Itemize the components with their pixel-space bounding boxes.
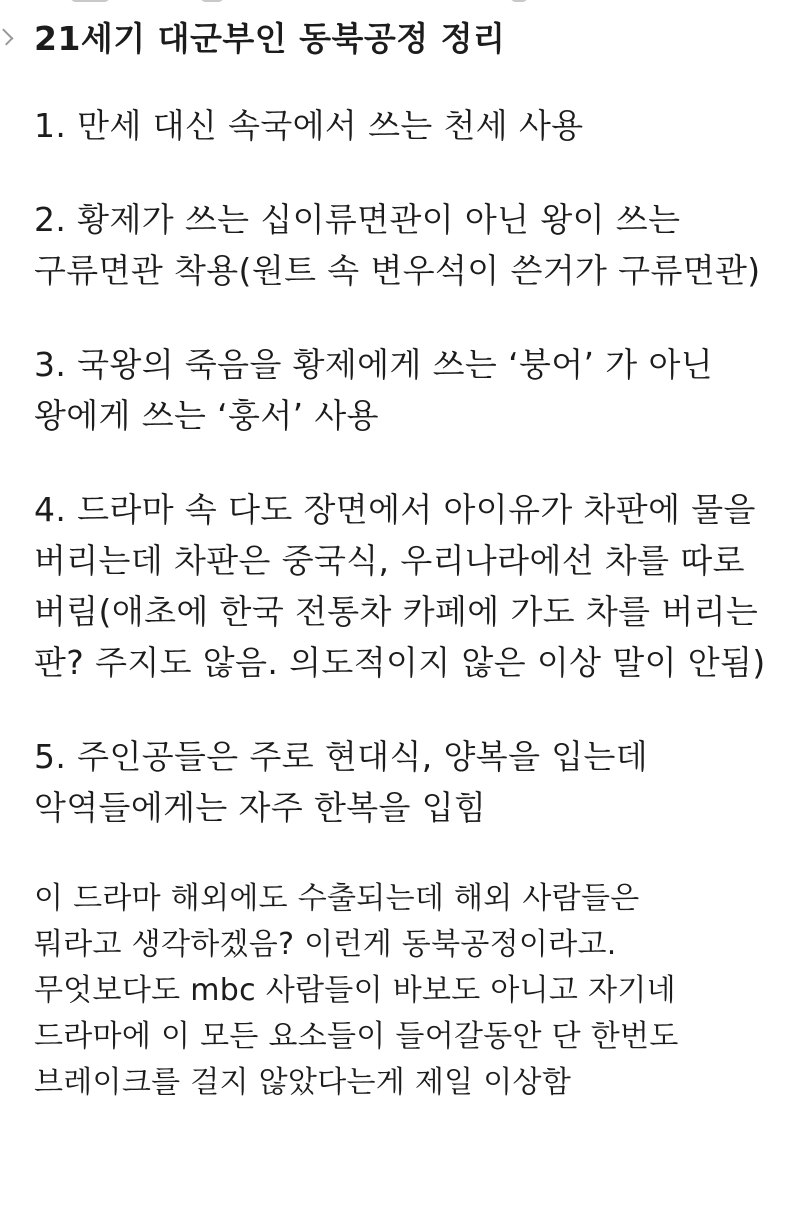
closing-paragraph xyxy=(34,876,784,1106)
list-item-line: 3. 국왕의 죽음을 황제에게 쓰는 ‘붕어’ 가 아닌 xyxy=(34,345,714,384)
title-emphasis: 동북공정 xyxy=(299,19,429,58)
post-body xyxy=(34,14,784,1106)
list-item-1 xyxy=(34,100,784,151)
title-prefix: 21세기 대군부인 xyxy=(34,19,300,58)
list-item-4 xyxy=(34,484,784,688)
list-item-line: 악역들에게는 자주 한복을 입힘 xyxy=(34,788,487,827)
closing-line: 드라마에 이 모든 요소들이 들어갈동안 단 한번도 xyxy=(34,1019,679,1054)
list-item-line: 1. 만세 대신 속국에서 쓰는 천세 사용 xyxy=(34,106,584,145)
chevron-left-icon xyxy=(0,29,13,46)
closing-line: 이 드라마 해외에도 수출되는데 해외 사람들은 xyxy=(34,881,640,916)
cropped-previous-content xyxy=(10,0,790,6)
list-item-line: 2. 황제가 쓰는 십이류면관이 아닌 왕이 쓰는 xyxy=(34,200,681,239)
list-item-5 xyxy=(34,731,784,833)
closing-line: 무엇보다도 mbc 사람들이 바보도 아니고 자기네 xyxy=(34,973,676,1008)
list-item-line: 버림(애초에 한국 전통차 카페에 가도 차를 버리는 xyxy=(34,592,759,631)
list-item-line: 판? 주지도 않음. 의도적이지 않은 이상 말이 안됨) xyxy=(34,643,766,682)
closing-line: 뭐라고 생각하겠음? 이런게 동북공정이라고. xyxy=(34,927,617,962)
list-item-line: 왕에게 쓰는 ‘훙서’ 사용 xyxy=(34,396,379,435)
post-title xyxy=(34,14,784,64)
title-suffix: 정리 xyxy=(428,19,506,58)
list-item-line: 버리는데 차판은 중국식, 우리나라에선 차를 따로 xyxy=(34,541,745,580)
list-item-line: 4. 드라마 속 다도 장면에서 아이유가 차판에 물을 xyxy=(34,490,756,529)
list-item-line: 5. 주인공들은 주로 현대식, 양복을 입는데 xyxy=(34,737,649,776)
list-item-line: 구류면관 착용(원트 속 변우석이 쓴거가 구류면관) xyxy=(34,251,761,290)
closing-line: 브레이크를 걸지 않았다는게 제일 이상함 xyxy=(34,1065,572,1100)
list-item-3 xyxy=(34,339,784,441)
list-item-2 xyxy=(34,194,784,296)
